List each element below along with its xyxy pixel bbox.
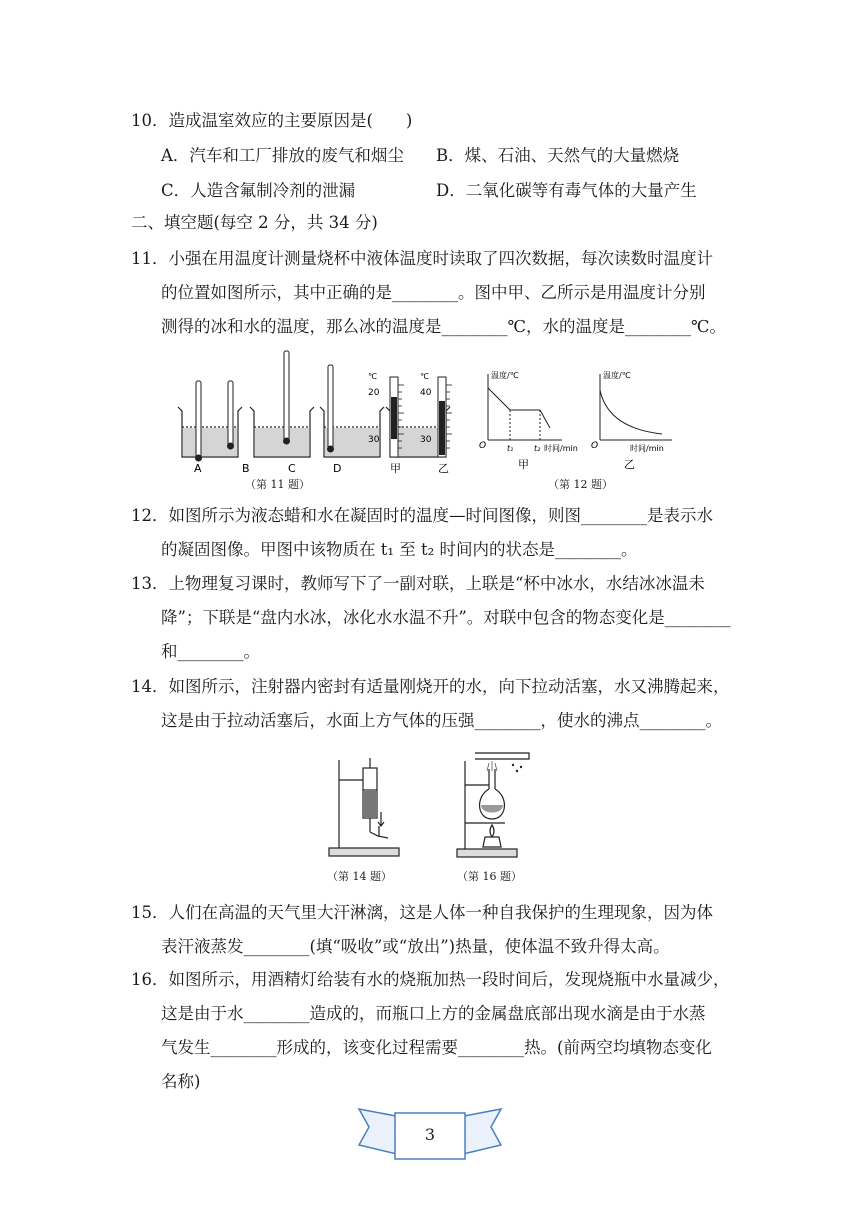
therm-jia-tick-30: 30 <box>368 435 380 445</box>
therm-jia-name: 甲 <box>390 462 401 475</box>
graph-yi-name: 乙 <box>624 458 635 471</box>
q16-line3: 气发生________形成的，该变化过程需要________热。(前两空均填物态变化 <box>161 1038 712 1057</box>
q10-option-b: B．煤、石油、天然气的大量燃烧 <box>436 146 680 165</box>
therm-jia-tick-20: 20 <box>368 388 380 398</box>
q10-stem: 10．造成温室效应的主要原因是( ) <box>131 111 413 130</box>
q16-line2: 这是由于水________造成的，而瓶口上方的金属盘底部出现水滴是由于水蒸 <box>161 1004 706 1023</box>
graph-jia-name: 甲 <box>518 458 529 471</box>
q13-line2: 降”；下联是“盘内水冰，冰化水水温不升”。对联中包含的物态变化是________ <box>161 608 731 627</box>
q12-line1: 12．如图所示为液态蜡和水在凝固时的温度—时间图像，则图________是表示水 <box>131 506 713 525</box>
therm-yi-tick-40: 40 <box>420 388 432 398</box>
graph-jia-origin: O <box>479 441 487 451</box>
q13-line1: 13．上物理复习课时，教师写下了一副对联，上联是“杯中冰水，水结冰冰温未 <box>131 574 705 593</box>
q11-line1: 11．小强在用温度计测量烧杯中液体温度时读取了四次数据，每次读数时温度计 <box>131 249 713 268</box>
therm-yi-name: 乙 <box>438 462 449 475</box>
graph-jia-t2: t₂ <box>534 444 541 453</box>
figure-16-flask <box>455 745 535 860</box>
graph-jia-xlabel: 时间/min <box>544 444 578 453</box>
therm-yi-unit: ℃ <box>420 372 429 381</box>
q15-line1: 15．人们在高温的天气里大汗淋漓，这是人体一种自我保护的生理现象，因为体 <box>131 903 713 922</box>
q10-option-c: C．人造含氟制冷剂的泄漏 <box>161 181 356 200</box>
q10-option-a: A．汽车和工厂排放的废气和烟尘 <box>161 146 404 165</box>
q14-line2: 这是由于拉动活塞后，水面上方气体的压强________，使水的沸点________。 <box>161 711 722 730</box>
beaker-label-a: A <box>194 462 202 475</box>
graph-yi-ylabel: 温度/℃ <box>603 371 631 380</box>
q15-line2: 表汗液蒸发________(填“吸收”或“放出”)热量，使体温不致升得太高。 <box>161 937 670 956</box>
graph-yi-origin: O <box>591 441 599 451</box>
figure-14-caption: （第 14 题） <box>327 870 392 883</box>
therm-yi-tick-30: 30 <box>420 435 432 445</box>
figure-12-graphs <box>476 368 676 473</box>
q16-line1: 16．如图所示，用酒精灯给装有水的烧瓶加热一段时间后，发现烧瓶中水量减少， <box>131 970 730 989</box>
figure-12-caption: （第 12 题） <box>548 478 613 491</box>
q12-line2: 的凝固图像。甲图中该物质在 t₁ 至 t₂ 时间内的状态是________。 <box>161 540 638 559</box>
beaker-label-d: D <box>333 462 342 475</box>
page-number: 3 <box>424 1125 436 1144</box>
q13-line3: 和________。 <box>161 642 260 661</box>
q14-line1: 14．如图所示，注射器内密封有适量刚烧开的水，向下拉动活塞，水又沸腾起来， <box>131 677 730 696</box>
therm-jia-unit: ℃ <box>368 372 377 381</box>
graph-jia-ylabel: 温度/℃ <box>491 371 519 380</box>
graph-jia-t1: t₁ <box>507 444 514 453</box>
q16-line4: 名称) <box>161 1072 201 1091</box>
figure-11-caption: （第 11 题） <box>245 478 310 491</box>
q11-line2: 的位置如图所示，其中正确的是________。图中甲、乙所示是用温度计分别 <box>161 283 706 302</box>
figure-16-caption: （第 16 题） <box>457 870 522 883</box>
graph-yi-xlabel: 时间/min <box>630 444 664 453</box>
beaker-label-c: C <box>288 462 296 475</box>
figure-11-beakers <box>170 345 470 490</box>
beaker-label-b: B <box>242 462 250 475</box>
q10-option-d: D．二氧化碳等有毒气体的大量产生 <box>436 181 697 200</box>
q11-line3: 测得的冰和水的温度，那么冰的温度是________℃，水的温度是________℃。 <box>161 317 726 336</box>
figure-14-syringe <box>325 750 405 860</box>
section-title: 二、填空题(每空 2 分，共 34 分) <box>131 213 378 232</box>
